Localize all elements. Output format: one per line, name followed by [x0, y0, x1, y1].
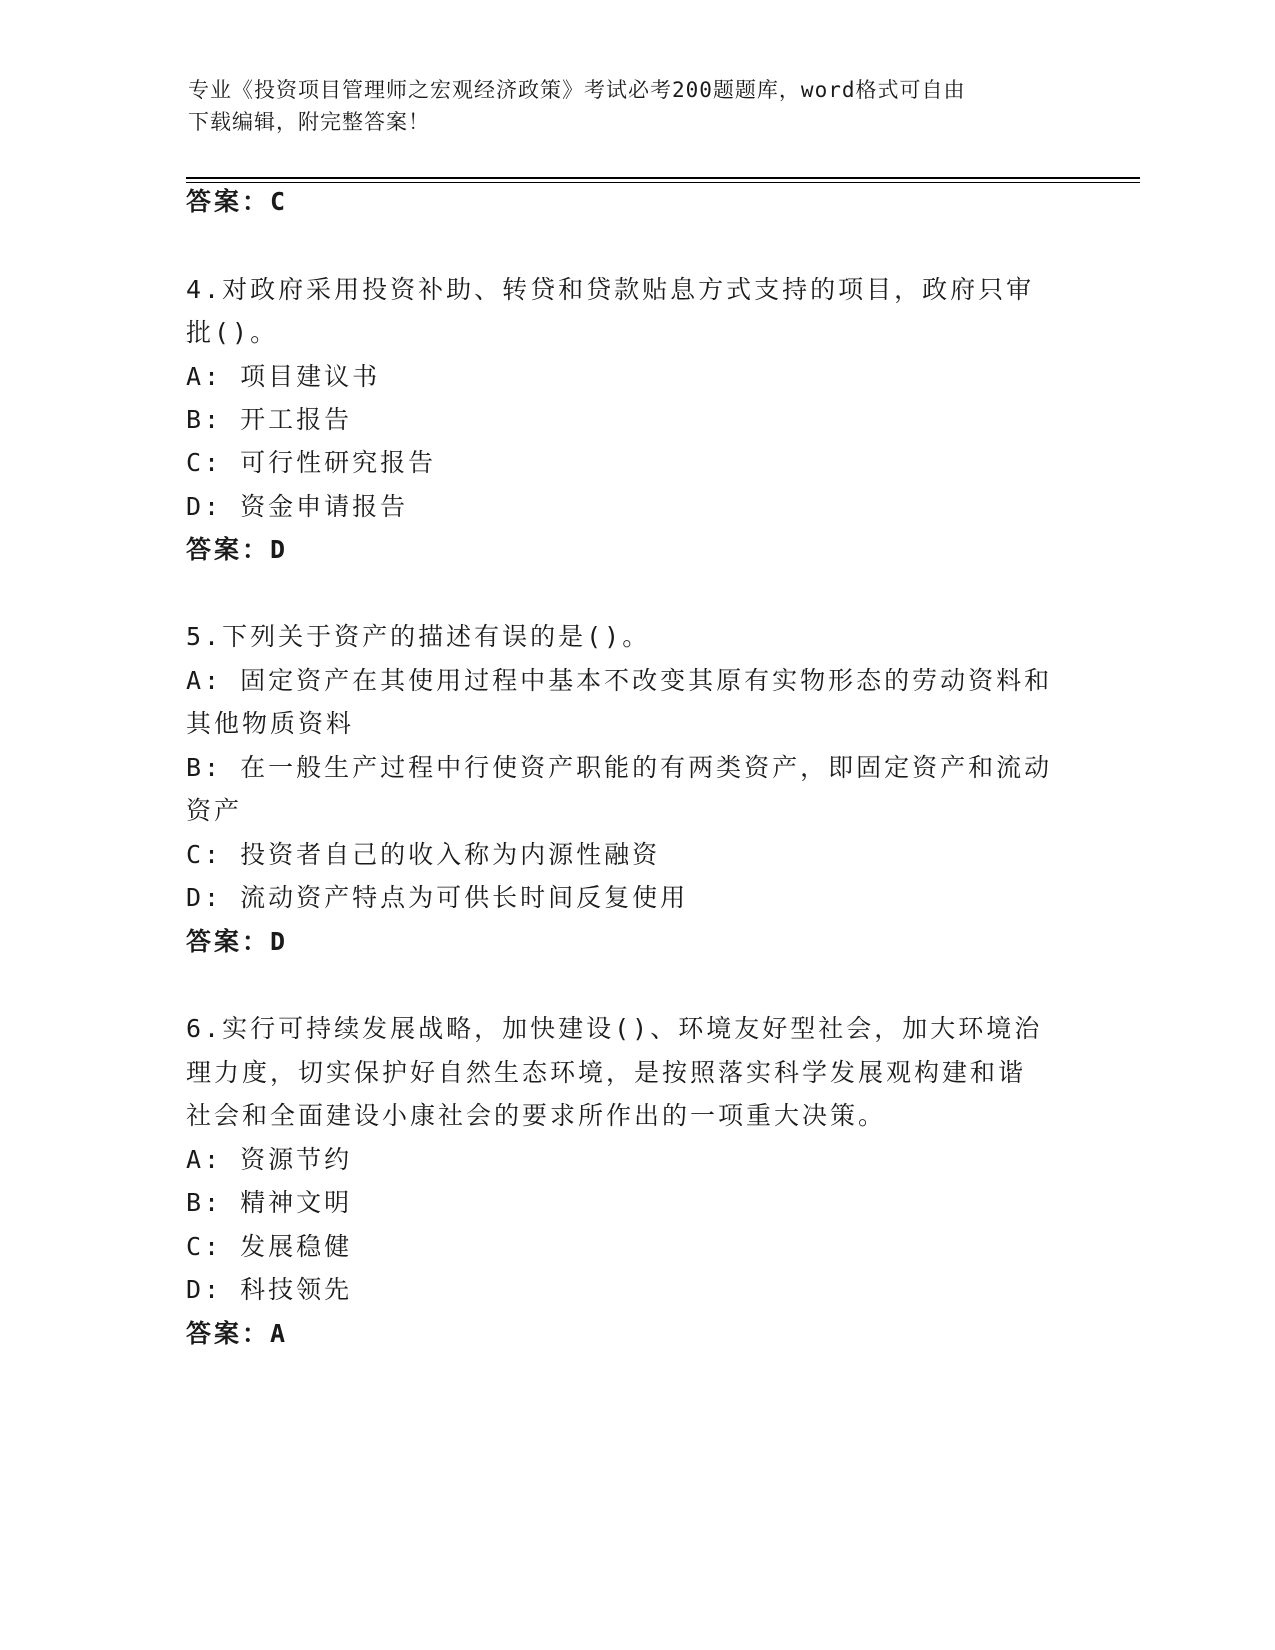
- previous-answer: 答案：C: [186, 187, 289, 216]
- question-5-option-a-line-1: A: 固定资产在其使用过程中基本不改变其原有实物形态的劳动资料和: [186, 666, 1053, 695]
- question-6-answer: 答案：A: [186, 1319, 289, 1348]
- question-5-option-b-line-1: B: 在一般生产过程中行使资产职能的有两类资产，即固定资产和流动: [186, 753, 1053, 782]
- question-4-option-b: B: 开工报告: [186, 405, 353, 434]
- question-4-answer: 答案：D: [186, 535, 289, 564]
- question-4-option-c: C: 可行性研究报告: [186, 448, 437, 477]
- question-6-option-c: C: 发展稳健: [186, 1232, 353, 1261]
- question-4-stem-line-1: 4.对政府采用投资补助、转贷和贷款贴息方式支持的项目，政府只审: [186, 275, 1035, 304]
- question-4-option-d: D: 资金申请报告: [186, 492, 409, 521]
- header-line-1: 专业《投资项目管理师之宏观经济政策》考试必考200题题库，word格式可自由: [188, 78, 966, 102]
- question-6-option-d: D: 科技领先: [186, 1275, 353, 1304]
- header-divider-thick: [186, 177, 1140, 179]
- question-6-option-a: A: 资源节约: [186, 1145, 353, 1174]
- question-5-answer: 答案：D: [186, 927, 289, 956]
- question-4-stem-line-2: 批()。: [186, 318, 279, 347]
- question-5-option-b-line-2: 资产: [186, 796, 243, 825]
- header-line-2: 下载编辑，附完整答案！: [188, 110, 430, 134]
- question-5-option-d: D: 流动资产特点为可供长时间反复使用: [186, 883, 689, 912]
- question-6-stem-line-2: 理力度，切实保护好自然生态环境，是按照落实科学发展观构建和谐: [186, 1058, 1027, 1087]
- question-5-option-a-line-2: 其他物质资料: [186, 709, 355, 738]
- question-6-stem-line-1: 6.实行可持续发展战略，加快建设()、环境友好型社会，加大环境治: [186, 1014, 1043, 1043]
- document-header: [188, 74, 1088, 138]
- question-5-option-c: C: 投资者自己的收入称为内源性融资: [186, 840, 661, 869]
- question-5-stem: 5.下列关于资产的描述有误的是()。: [186, 622, 651, 651]
- header-divider-thin: [186, 182, 1140, 183]
- question-6-option-b: B: 精神文明: [186, 1188, 353, 1217]
- question-4-option-a: A: 项目建议书: [186, 362, 381, 391]
- question-6-stem-line-3: 社会和全面建设小康社会的要求所作出的一项重大决策。: [186, 1101, 887, 1130]
